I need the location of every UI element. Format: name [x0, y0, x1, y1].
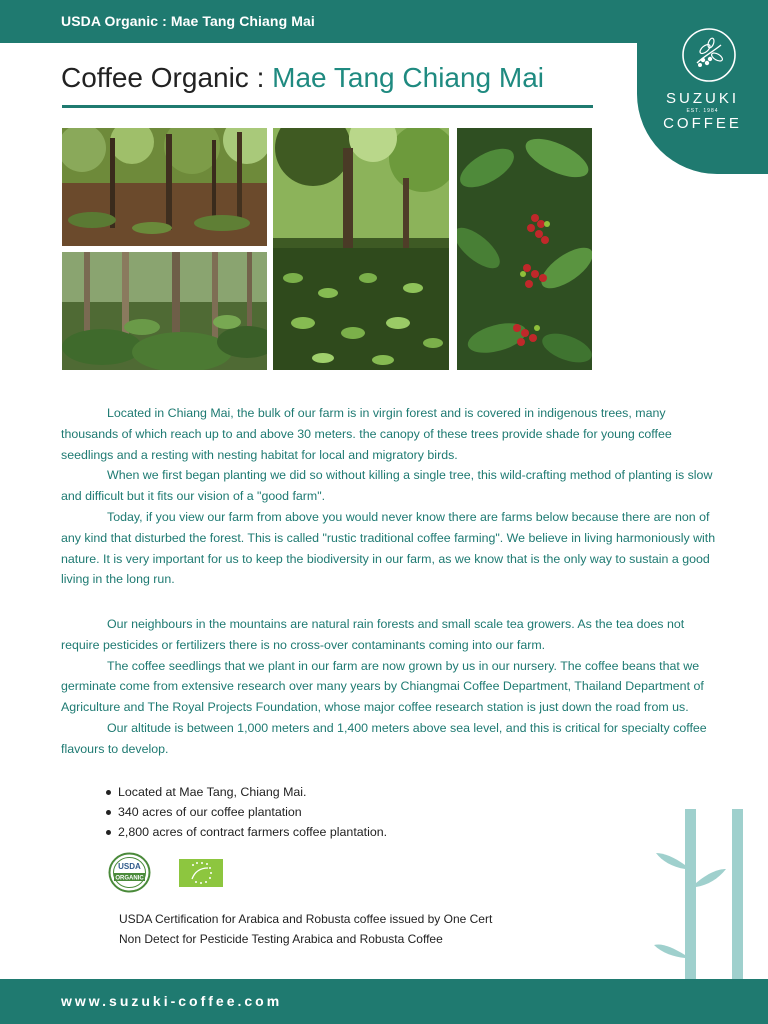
- paragraph: Our neighbours in the mountains are natural rain forests and small scale tea growers. As the tea does not require pesticides or fertilizers there is no cross-over contaminants coming into our farm.: [61, 617, 685, 652]
- title-prefix: Coffee Organic :: [61, 62, 273, 93]
- title-underline: [62, 105, 593, 108]
- photo-forest-floor: [62, 128, 267, 246]
- farm-facts-list: [104, 782, 387, 842]
- logo-brand-top: SUZUKI: [665, 90, 739, 107]
- logo-brand-bottom: COFFEE: [663, 115, 742, 132]
- svg-text:ORGANIC: ORGANIC: [115, 875, 144, 882]
- paragraph: Located in Chiang Mai, the bulk of our farm is in virgin forest and is covered in indigenous trees, many thousands of which reach up to and above 30 meters. the canopy of these trees provide shade for young coffee seedlings and a resting with nesting habitat for local and migratory birds.: [61, 406, 672, 462]
- certification-notes: [119, 909, 492, 949]
- certification-line: USDA Certification for Arabica and Robusta coffee issued by One Cert: [119, 912, 493, 926]
- website-url: www.suzuki-coffee.com: [61, 993, 283, 1009]
- footer-banner: [0, 979, 768, 1024]
- logo-est: EST. 1984: [686, 108, 719, 114]
- paragraph: When we first began planting we did so without killing a single tree, this wild-crafting method of planting is slow and difficult but it fits our vision of a "good farm".: [61, 468, 713, 504]
- paragraph: The coffee seedlings that we plant in our farm are now grown by us in our nursery. The coffee beans that we germinate come from extensive research over many years by Chiangmai Coffee Department, Thailand Department of Agriculture and The Royal Projects Foundation, whose major coffee research station is just down the road from us.: [61, 658, 704, 715]
- svg-text:USDA: USDA: [118, 862, 141, 871]
- certification-line: Non Detect for Pesticide Testing Arabica and Robusta Coffee: [119, 932, 443, 946]
- top-banner-label: USDA Organic : Mae Tang Chiang Mai: [61, 13, 315, 29]
- coffee-branch-icon: [681, 27, 737, 83]
- bamboo-decoration-icon: [652, 805, 752, 980]
- list-item: Located at Mae Tang, Chiang Mai.: [104, 782, 387, 802]
- paragraph: Our altitude is between 1,000 meters and 1,400 meters above sea level, and this is critical for specialty coffee flavours to develop.: [61, 720, 707, 756]
- eu-organic-leaf-logo: [179, 859, 223, 887]
- title-highlight: Mae Tang Chiang Mai: [272, 62, 545, 93]
- page-title: [61, 62, 544, 94]
- photo-forest-seedlings: [273, 128, 449, 370]
- body-text-group-2: [61, 614, 723, 760]
- photo-coffee-cherries: [457, 128, 592, 370]
- paragraph: Today, if you view our farm from above you would never know there are farms below because there are non of any kind that disturbed the forest. This is called "rustic traditional coffee farming". We believe in living harmoniously with nature. It is very important for us to keep the biodiversity in our farm, as we know that is the only way to sustain a good living in the long run.: [61, 509, 716, 587]
- usda-organic-seal: [108, 852, 151, 893]
- body-text-group-1: [61, 403, 723, 590]
- suzuki-coffee-logo: [637, 0, 768, 174]
- list-item: 340 acres of our coffee plantation: [104, 802, 387, 822]
- photo-forest-undergrowth: [62, 252, 267, 370]
- list-item: 2,800 acres of contract farmers coffee plantation.: [104, 822, 387, 842]
